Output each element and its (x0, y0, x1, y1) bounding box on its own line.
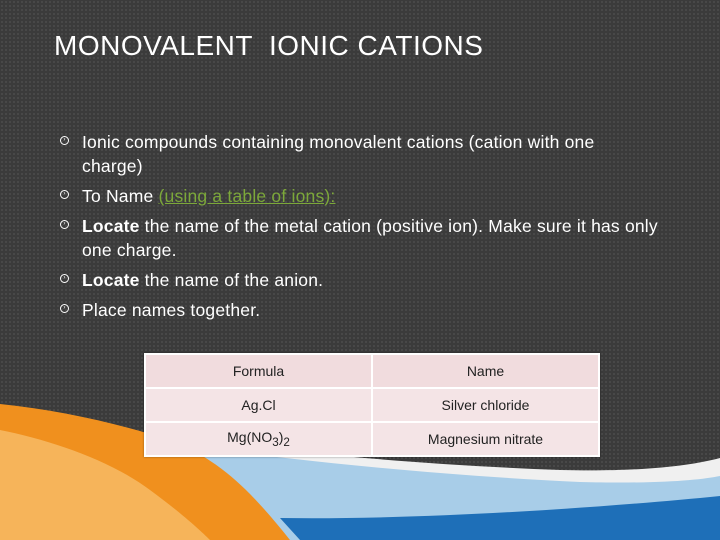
table-cell-formula (145, 422, 372, 456)
slide-title: MONOVALENT IONIC CATIONS (54, 30, 484, 61)
bullet-item (60, 298, 660, 322)
bullet-item (60, 268, 660, 292)
arrow-circle-icon: › (60, 220, 69, 229)
bullet-item (60, 130, 660, 178)
table-header-formula: Formula (145, 354, 372, 388)
table-cell-formula: Ag.Cl (145, 388, 372, 422)
bullet-text: the name of the anion. (139, 270, 324, 290)
table-header-row (145, 354, 599, 388)
bullet-bold-text: Locate (82, 270, 140, 290)
bullet-list (60, 130, 660, 328)
arrow-circle-icon: › (60, 274, 69, 283)
bullet-text: the name of the metal cation (positive ion). Make sure it has only one charge. (82, 216, 658, 260)
formula-with-subscripts: $Mg(NO_3)_2$ (227, 429, 290, 449)
table-row (145, 388, 599, 422)
arrow-circle-icon: › (60, 136, 69, 145)
bullet-text: Place names together. (82, 300, 261, 320)
arrow-circle-icon: › (60, 190, 69, 199)
table-cell-name: Silver chloride (372, 388, 599, 422)
table-cell-name: Magnesium nitrate (372, 422, 599, 456)
bullet-text: Ionic compounds containing monovalent cations (cation with one charge) (82, 132, 595, 176)
table-row (145, 422, 599, 456)
bullet-bold-text: Locate (82, 216, 140, 236)
arrow-circle-icon: › (60, 304, 69, 313)
bullet-link-text[interactable]: (using a table of ions): (158, 186, 336, 206)
ion-table (144, 353, 600, 457)
table-header-name: Name (372, 354, 599, 388)
bullet-item (60, 214, 660, 262)
bullet-item (60, 184, 660, 208)
bullet-text: To Name (82, 186, 159, 206)
